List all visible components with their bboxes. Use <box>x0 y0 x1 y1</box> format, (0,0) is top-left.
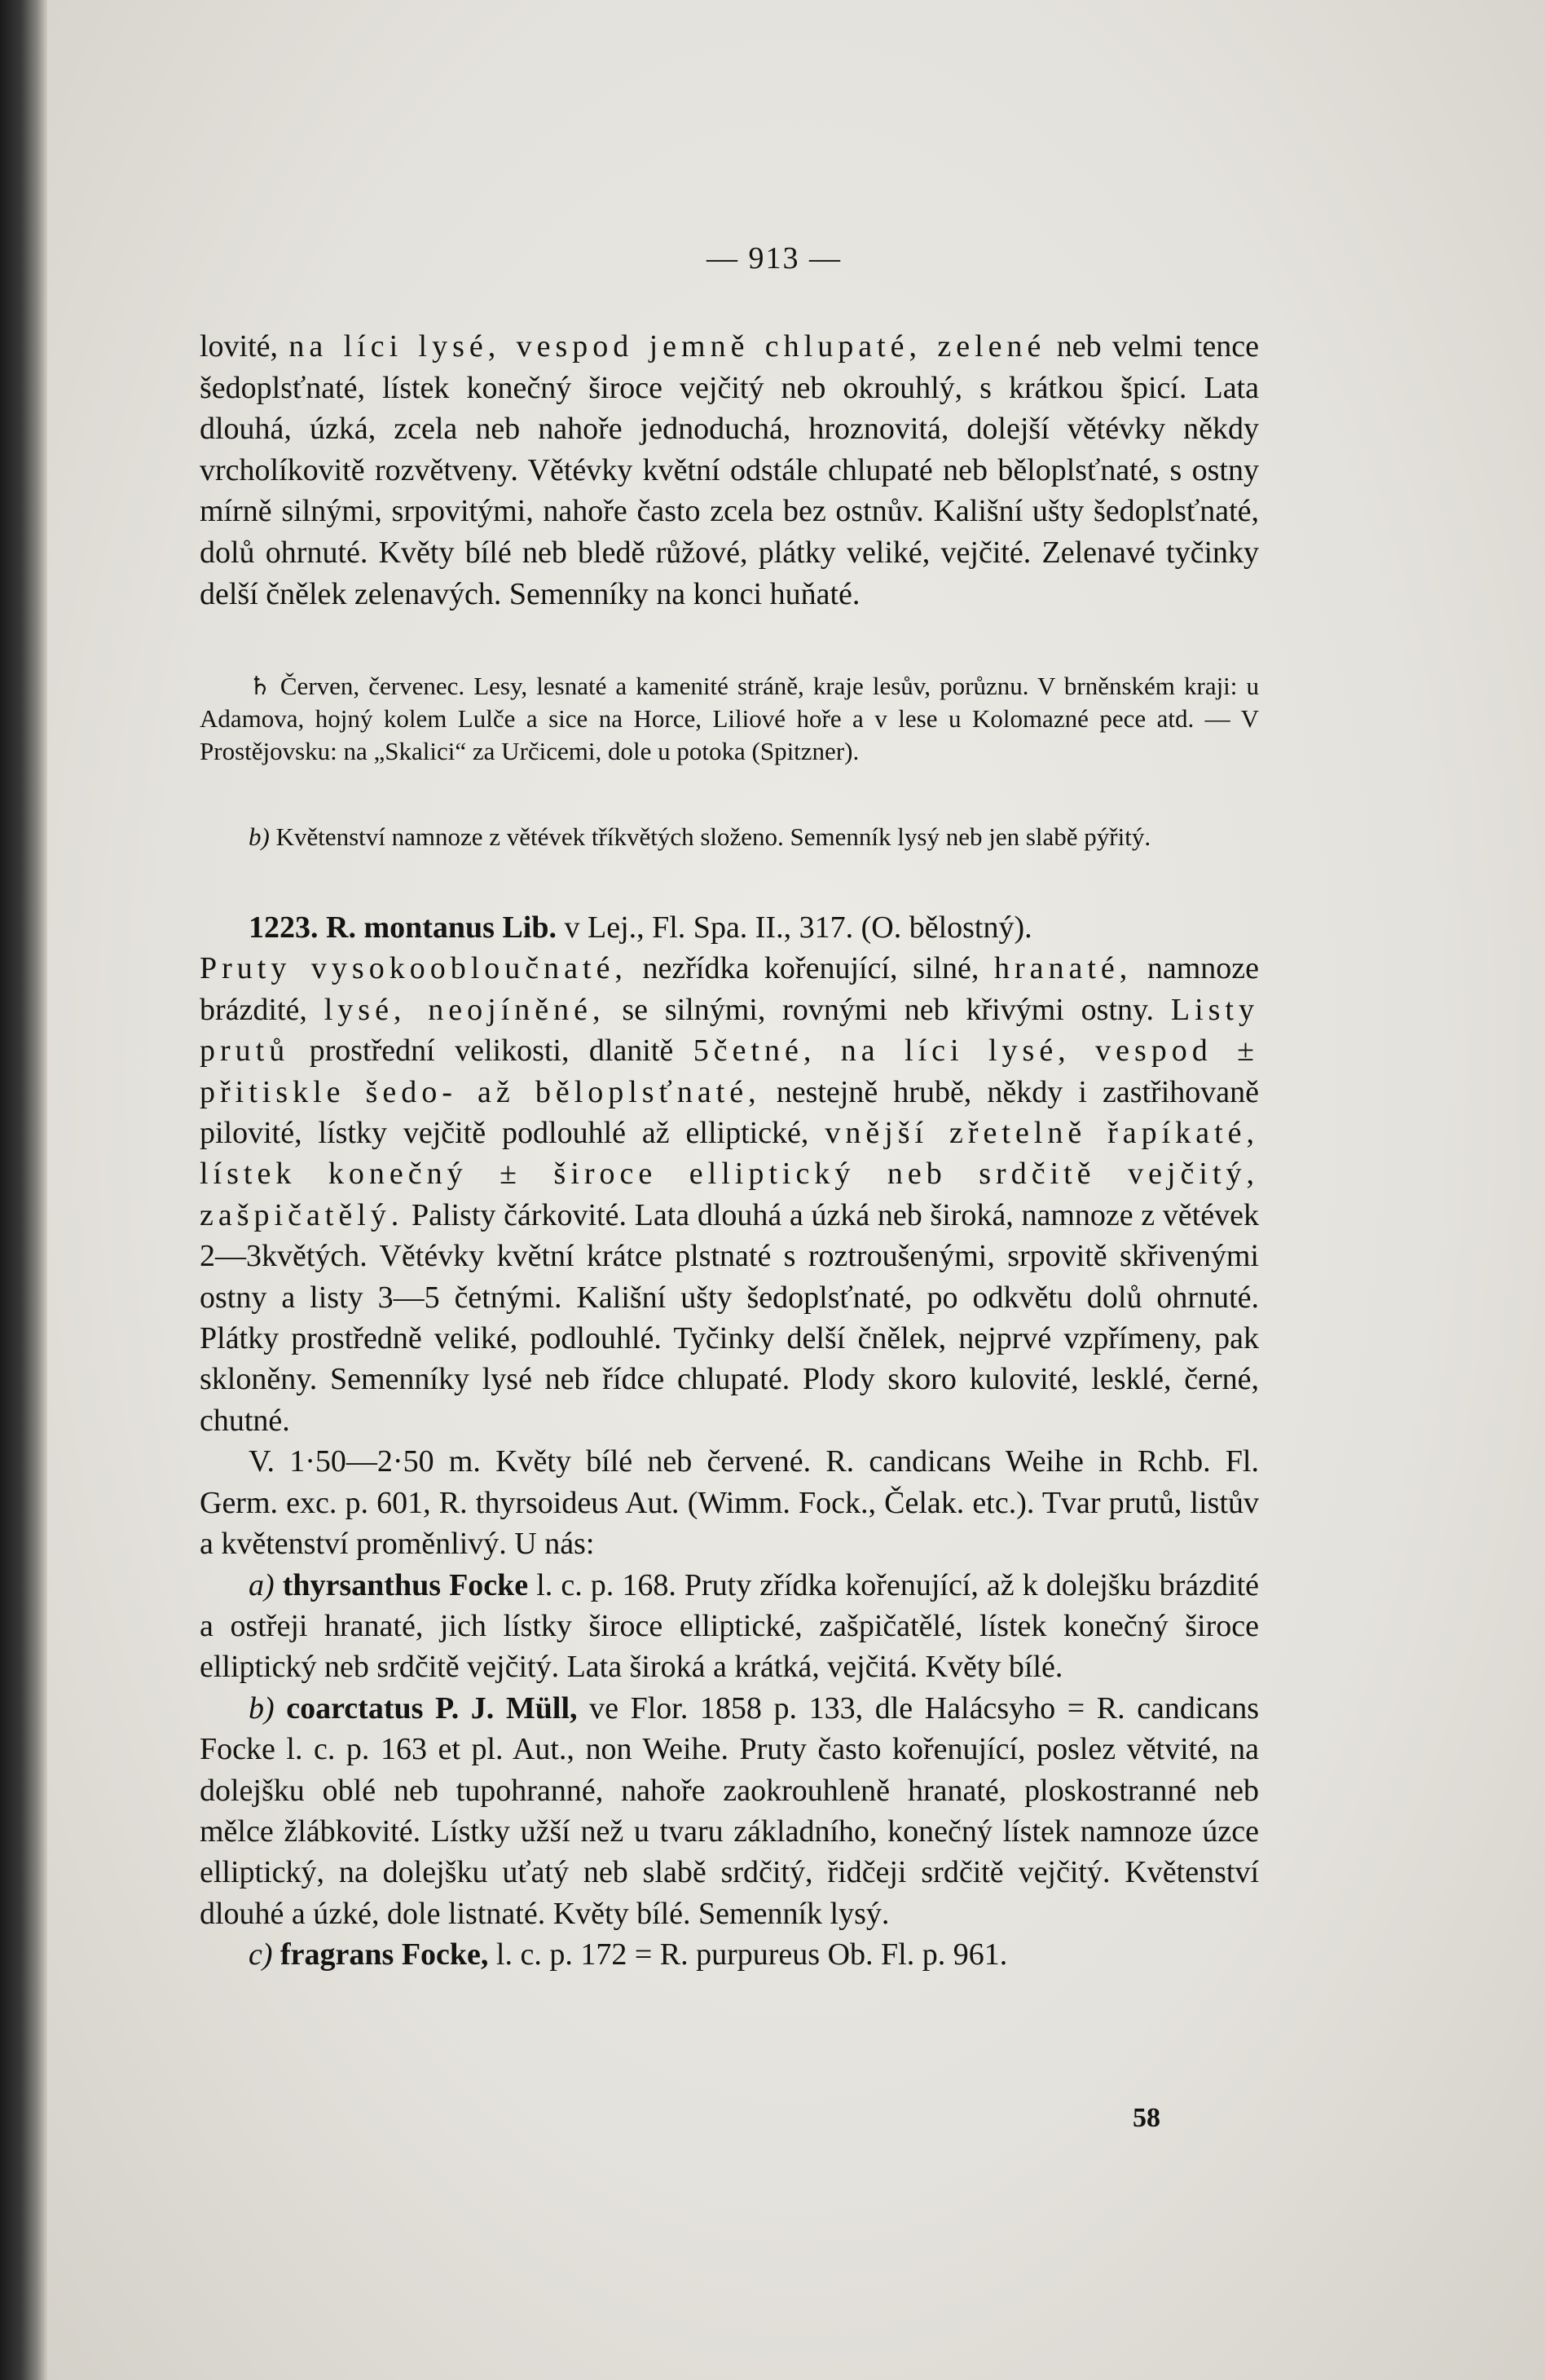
text-run: neb velmi tence šedoplsťnaté, lístek konečný široce vejčitý neb okrouhlý, s krátkou špicí. Lata dlouhá, úzká, zcela neb nahoře jednoduchá, hroznovitá, dolejší větévky někdy vrcholíkovitě rozvětveny. Větévky květní odstále chlupaté neb běloplsťnaté, s ostny mírně silnými, srpovitými, nahoře často zcela bez ostnův. Kališní ušty šedoplsťnaté, dolů ohrnuté. Květy bílé neb bledě růžové, plátky veliké, vejčité. Zelenavé tyčinky delší čnělek zelenavých. Semenníky na konci huňaté. <box>200 329 1260 611</box>
spaced-emphasis: hranaté, <box>993 951 1133 986</box>
spaced-emphasis: lysé, neojíněné, <box>324 992 605 1027</box>
book-spine-shadow <box>0 0 47 2380</box>
spaced-emphasis: Listy prutů <box>200 992 1259 1069</box>
text-run: nezřídka kořenující, silné, <box>627 951 994 986</box>
top-paragraph <box>200 326 1259 615</box>
page-number: — 913 — <box>706 241 842 275</box>
text-run: namnoze brázdité, <box>200 951 1259 1027</box>
text-run: Palisty čárkovité. Lata dlouhá a úzká neb široká, namnoze z větévek 2—3květých. Větévky květní krátce plstnaté s roztroušenými, srpovitě skřivenými ostny a listy 3—5 četnými. Kališní ušty šedoplsťnaté, po odkvětu dolů ohrnuté. Plátky prostředně veliké, podlouhlé. Tyčinky delší čnělek, nejprvé vzpřímeny, pak skloněny. Semenníky lysé neb řídce chlupaté. Plody skoro kulovité, lesklé, černé, chutné. <box>200 1197 1259 1438</box>
species-citation: v Lej., Fl. Spa. II., 317. (O. bělostný). <box>556 910 1032 945</box>
variety-a-text: l. c. p. 168. Pruty zřídka kořenující, až k dolejšku brázdité a ostřeji hranaté, jich lístky široce elliptické, zašpičatělé, lístek konečný široce elliptický neb srdčitě vejčitý. Lata široká a krátká, vejčitá. Květy bílé. <box>200 1567 1259 1685</box>
variety-b-label: b) <box>249 1690 275 1726</box>
text-run: nestejně hrubě, někdy i zastřihovaně pilovité, lístky vejčitě podlouhlé až elliptické, <box>200 1074 1260 1151</box>
variety-c-text: l. c. p. 172 = R. purpureus Ob. Fl. p. 961. <box>488 1937 1008 1972</box>
signature-mark: 58 <box>1133 2103 1160 2133</box>
variety-c-label: c) <box>249 1937 273 1972</box>
note-b-label: b) <box>249 822 270 851</box>
variety-b-text: ve Flor. 1858 p. 133, dle Halácsyho = R. candicans Focke l. c. p. 163 et pl. Aut., non Weihe. Pruty často kořenující, poslez větvité, na dolejšku oblé neb tupohranné, nahoře zaokrouhleně hranaté, ploskostranné neb mělce žlábkovité. Lístky užší než u tvaru základního, konečný lístek namnoze úzce elliptický, na dolejšku uťatý neb slabě srdčitý, řidčeji srdčitě vejčitý. Květenství dlouhé a úzké, dole listnaté. Květy bílé. Semenník lysý. <box>200 1690 1260 1931</box>
note-b <box>200 821 1259 853</box>
species-entry-1223 <box>200 907 1259 1976</box>
variety-b-name: coarctatus P. J. Müll, <box>274 1690 578 1726</box>
phenology-note <box>200 670 1259 768</box>
text-run: prostřední velikosti, dlanitě <box>289 1034 693 1069</box>
spaced-emphasis: vnější zřetelně řapíkaté, lístek konečný ± široce elliptický neb srdčitě vejčitý, zašpičatělý. <box>200 1116 1259 1232</box>
perennial-symbol: ♄ <box>249 672 271 700</box>
species-name: R. montanus Lib. <box>326 910 557 945</box>
variety-c-name: fragrans Focke, <box>272 1937 489 1972</box>
species-number: 1223. <box>249 910 319 945</box>
spaced-emphasis: 5četné, na líci lysé, vespod ± přitiskle šedo- až běloplsťnaté, <box>200 1034 1259 1109</box>
spaced-emphasis: na líci lysé, vespod jemně chlupaté, zelené <box>288 329 1046 364</box>
text-run: lovité, <box>200 329 289 364</box>
variety-a-label: a) <box>249 1567 275 1602</box>
text-run: se silnými, rovnými neb křivými ostny. <box>605 992 1171 1027</box>
spaced-emphasis: Pruty vysokoobloučnaté, <box>200 951 627 986</box>
phenology-text: Červen, červenec. Lesy, lesnaté a kamenité stráně, kraje lesův, porůznu. V brněnském kraji: u Adamova, hojný kolem Lulče a sice na Horce, Liliové hoře a v lese u Kolomazné pece atd. — V Prostějovsku: na „Skalici“ za Určicemi, dole u potoka (Spitzner). <box>200 672 1259 765</box>
variety-a-name: thyrsanthus Focke <box>274 1567 529 1602</box>
size-paragraph: V. 1·50—2·50 m. Květy bílé neb červené. R. candicans Weihe in Rchb. Fl. Germ. exc. p. 601, R. thyrsoideus Aut. (Wimm. Fock., Čelak. etc.). Tvar prutů, listův a květenství proměnlivý. U nás: <box>200 1444 1259 1562</box>
note-b-text: Květenství namnoze z větévek tříkvětých složeno. Semenník lysý neb jen slabě pýřitý. <box>269 822 1151 851</box>
